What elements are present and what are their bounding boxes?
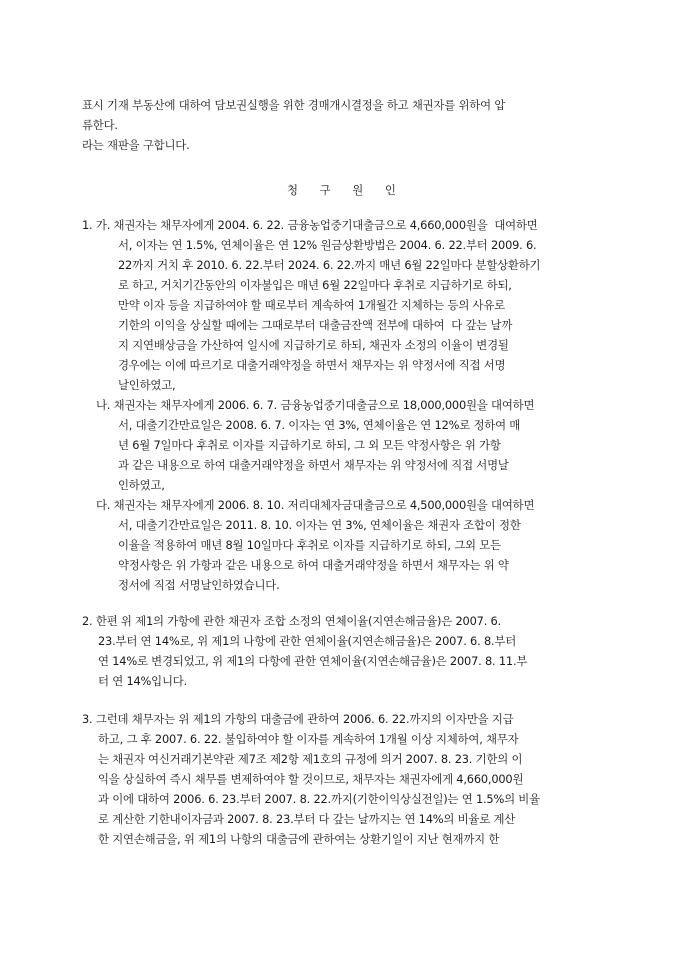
clause-line: 서, 대출기간만료일은 2011. 8. 10. 이자는 연 3%, 연체이율은 채권자 조합이 정한 — [118, 518, 521, 532]
clause-line: 3. 그런데 채무자는 위 제1의 가항의 대출금에 관하여 2006. 6. 22.까지의 이자만을 지급 — [82, 712, 514, 726]
intro-line: 표시 기재 부동산에 대하여 담보권실행을 위한 경매개시결정을 하고 채권자를 위하여 압 — [82, 98, 506, 112]
clause-line: 로 하고, 거치기간동안의 이자불입은 매년 6월 22일마다 후취로 지급하기로 하되, — [118, 278, 512, 292]
clause-line: 년 6월 7일마다 후취로 이자를 지급하기로 하되, 그 외 모든 약정사항은 위 가항 — [118, 438, 501, 452]
clause-line: 하고, 그 후 2007. 6. 22. 불입하여야 할 이자를 계속하여 1개월 이상 지체하여, 채무자 — [98, 732, 519, 746]
clause-line: 정서에 직접 서명날인하였습니다. — [118, 578, 280, 592]
clause-line: 서, 이자는 연 1.5%, 연체이율은 연 12% 원금상환방법은 2004. 6. 22.부터 2009. 6. — [118, 238, 537, 252]
intro-line: 류한다. — [82, 118, 118, 132]
clause-line: 경우에는 이에 따르기로 대출거래약정을 하면서 채무자는 위 약정서에 직접 서명 — [118, 358, 506, 372]
clause-line: 서, 대출기간만료일은 2008. 6. 7. 이자는 연 3%, 연체이율은 연 12%로 정하여 매 — [118, 418, 521, 432]
clause-line: 기한의 이익을 상실할 때에는 그때로부터 대출금잔액 전부에 대하여 다 갚는 날까 — [118, 318, 513, 332]
clause-line: 23.부터 연 14%로, 위 제1의 나항에 관한 연체이율(지연손해금율)은 2007. 6. 8.부터 — [98, 634, 517, 648]
clause-line: 22까지 거치 후 2010. 6. 22.부터 2024. 6. 22.까지 매년 6월 22일마다 분할상환하기 — [118, 258, 541, 272]
clause-line: 연 14%로 변경되었고, 위 제1의 다항에 관한 연체이율(지연손해금율)은 2007. 8. 11.부 — [98, 654, 528, 668]
clause-line: 나. 채권자는 채무자에게 2006. 6. 7. 금융농업중기대출금으로 18,000,000원을 대여하면 — [96, 398, 535, 412]
clause-line: 이율을 적용하여 매년 8월 10일마다 후취로 이자를 지급하기로 하되, 그외 모든 — [118, 538, 501, 552]
clause-line: 2. 한편 위 제1의 가항에 관한 채권자 조합 소정의 연체이율(지연손해금율)은 2007. 6. — [82, 614, 502, 628]
clause-line: 약정사항은 위 가항과 같은 내용으로 하여 대출거래약정을 하면서 채무자는 위 약 — [118, 558, 509, 572]
clause-line: 날인하였고, — [118, 378, 176, 392]
clause-line: 지 지연배상금을 가산하여 일시에 지급하기로 하되, 채권자 소정의 이율이 변경될 — [118, 338, 509, 352]
intro-line: 라는 재판을 구합니다. — [82, 138, 190, 152]
clause-line: 익을 상실하여 즉시 채무를 변제하여야 할 것이므로, 채무자는 채권자에게 4,660,000원 — [98, 772, 524, 786]
clause-line: 1. 가. 채권자는 채무자에게 2004. 6. 22. 금융농업중기대출금으로 4,660,000원을 대여하면 — [82, 218, 538, 232]
clause-line: 한 지연손해금을, 위 제1의 나항의 대출금에 관하여는 상환기일이 지난 현재까지 한 — [98, 832, 500, 846]
clause-line: 는 채권자 여신거래기본약관 제7조 제2항 제1호의 규정에 의거 2007. 8. 23. 기한의 이 — [98, 752, 523, 766]
clause-line: 터 연 14%입니다. — [98, 674, 187, 688]
clause-line: 만약 이자 등을 지급하여야 할 때로부터 계속하여 1개월간 지체하는 등의 사유로 — [118, 298, 505, 312]
clause-line: 인하였고, — [118, 478, 165, 492]
clause-line: 과 같은 내용으로 하여 대출거래약정을 하면서 채무자는 위 약정서에 직접 서명날 — [118, 458, 509, 472]
clause-line: 과 이에 대하여 2006. 6. 23.부터 2007. 8. 22.까지(기한이익상실전일)는 연 1.5%의 비율 — [98, 792, 540, 806]
clause-line: 다. 채권자는 채무자에게 2006. 8. 10. 저리대체자금대출금으로 4,500,000원을 대여하면 — [96, 498, 535, 512]
clause-line: 로 계산한 기한내이자금과 2007. 8. 23.부터 다 갚는 날까지는 연 14%의 비율로 계산 — [98, 812, 516, 826]
section-heading: 청 구 원 인 — [287, 183, 405, 197]
